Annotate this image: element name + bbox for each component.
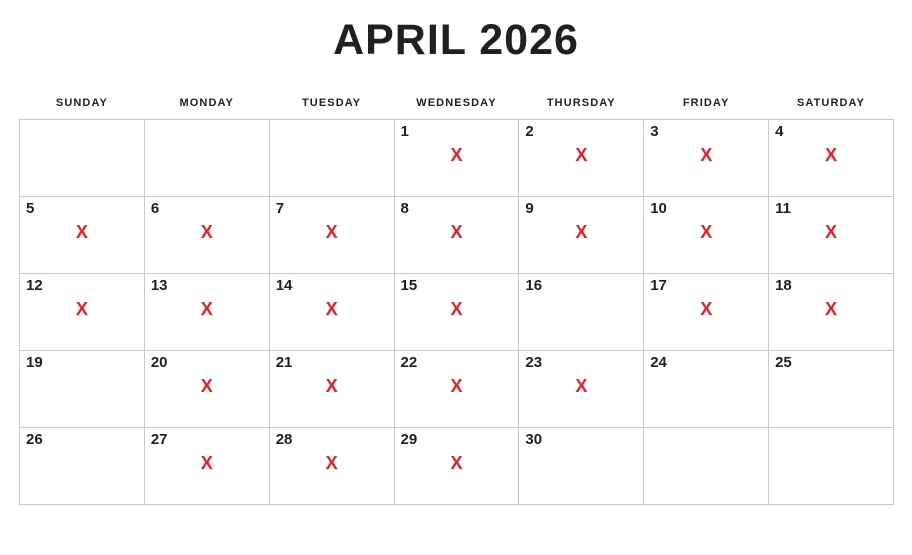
- day-number: 8: [400, 200, 409, 218]
- day-number: 3: [650, 123, 659, 141]
- day-number: 2: [525, 123, 534, 141]
- calendar-day-cell[interactable]: [394, 428, 519, 505]
- calendar-cell-empty: [644, 428, 769, 505]
- calendar-day-cell[interactable]: [20, 274, 145, 351]
- weekday-header-saturday: SATURDAY: [796, 97, 866, 110]
- weekday-header-monday: MONDAY: [179, 97, 234, 110]
- day-marker-x-icon: X: [700, 222, 713, 243]
- day-number: 17: [650, 277, 667, 295]
- calendar-day-cell[interactable]: [769, 351, 894, 428]
- day-number: 25: [775, 354, 792, 372]
- calendar-day-cell[interactable]: [769, 197, 894, 274]
- calendar-day-cell[interactable]: [20, 197, 145, 274]
- page-title: APRIL 2026: [333, 16, 579, 64]
- calendar-day-cell[interactable]: [519, 197, 644, 274]
- calendar-day-cell[interactable]: [394, 197, 519, 274]
- calendar-day-cell[interactable]: [519, 351, 644, 428]
- calendar-cell-empty: [144, 120, 269, 197]
- calendar-body: [20, 120, 894, 505]
- day-number: 6: [150, 200, 160, 218]
- calendar-day-cell[interactable]: [144, 428, 269, 505]
- calendar-page: [0, 16, 912, 555]
- calendar-day-cell[interactable]: [394, 274, 519, 351]
- calendar-day-cell[interactable]: [769, 274, 894, 351]
- calendar-cell-empty: [20, 120, 145, 197]
- day-number: 7: [275, 200, 285, 218]
- weekday-header-friday: FRIDAY: [682, 97, 730, 110]
- day-number: 24: [650, 354, 667, 372]
- day-number: 26: [26, 431, 43, 449]
- day-marker-x-icon: X: [450, 376, 463, 397]
- calendar-week-row: [20, 274, 894, 351]
- day-marker-x-icon: X: [325, 222, 338, 243]
- calendar-cell-empty: [269, 120, 394, 197]
- day-number: 20: [150, 354, 168, 372]
- calendar-table: [19, 97, 894, 505]
- day-number: 15: [400, 277, 418, 295]
- day-number: 10: [650, 200, 667, 218]
- calendar-day-cell[interactable]: [394, 120, 519, 197]
- day-number: 23: [525, 354, 543, 372]
- day-marker-x-icon: X: [575, 145, 588, 166]
- day-number: 19: [26, 354, 43, 372]
- day-number: 30: [525, 431, 543, 449]
- weekday-header-thursday: THURSDAY: [546, 97, 616, 110]
- calendar-day-cell[interactable]: [394, 351, 519, 428]
- day-marker-x-icon: X: [200, 376, 213, 397]
- day-marker-x-icon: X: [75, 299, 88, 320]
- day-marker-x-icon: X: [75, 222, 88, 243]
- day-marker-x-icon: X: [450, 453, 463, 474]
- day-number: 28: [275, 431, 293, 449]
- weekday-header-sunday: SUNDAY: [55, 97, 108, 110]
- calendar-day-cell[interactable]: [269, 351, 394, 428]
- calendar-day-cell[interactable]: [519, 428, 644, 505]
- day-marker-x-icon: X: [200, 222, 213, 243]
- day-marker-x-icon: X: [450, 299, 463, 320]
- calendar-day-cell[interactable]: [144, 197, 269, 274]
- calendar-day-cell[interactable]: [20, 428, 145, 505]
- calendar-day-cell[interactable]: [644, 197, 769, 274]
- day-marker-x-icon: X: [325, 453, 338, 474]
- calendar-day-cell[interactable]: [519, 274, 644, 351]
- day-number: 11: [775, 200, 791, 218]
- day-marker-x-icon: X: [824, 299, 837, 320]
- day-marker-x-icon: X: [700, 145, 713, 166]
- calendar-day-cell[interactable]: [144, 351, 269, 428]
- calendar-day-cell[interactable]: [644, 351, 769, 428]
- calendar-day-cell[interactable]: [269, 428, 394, 505]
- day-marker-x-icon: X: [575, 222, 588, 243]
- calendar-cell-empty: [769, 428, 894, 505]
- day-number: 12: [26, 277, 43, 295]
- calendar-day-cell[interactable]: [769, 120, 894, 197]
- day-number: 13: [150, 277, 168, 295]
- calendar-day-cell[interactable]: [269, 274, 394, 351]
- day-marker-x-icon: X: [200, 299, 213, 320]
- calendar-week-row: [20, 428, 894, 505]
- calendar-day-cell[interactable]: [269, 197, 394, 274]
- day-marker-x-icon: X: [824, 145, 837, 166]
- weekday-header-wednesday: WEDNESDAY: [416, 97, 497, 110]
- day-number: 29: [400, 431, 418, 449]
- calendar-container: [19, 97, 893, 505]
- day-marker-x-icon: X: [450, 222, 463, 243]
- day-number: 16: [525, 277, 543, 295]
- calendar-day-cell[interactable]: [20, 351, 145, 428]
- calendar-day-cell[interactable]: [644, 274, 769, 351]
- day-number: 22: [400, 354, 418, 372]
- calendar-day-cell[interactable]: [144, 274, 269, 351]
- weekday-header-tuesday: TUESDAY: [301, 97, 362, 110]
- day-marker-x-icon: X: [700, 299, 713, 320]
- day-marker-x-icon: X: [200, 453, 213, 474]
- day-marker-x-icon: X: [824, 222, 837, 243]
- day-number: 4: [775, 123, 784, 141]
- day-number: 9: [525, 200, 534, 218]
- day-marker-x-icon: X: [325, 299, 338, 320]
- calendar-header-row: [20, 97, 894, 120]
- day-marker-x-icon: X: [325, 376, 338, 397]
- calendar-week-row: [20, 351, 894, 428]
- calendar-day-cell[interactable]: [519, 120, 644, 197]
- day-marker-x-icon: X: [450, 145, 463, 166]
- day-number: 1: [400, 123, 409, 141]
- day-marker-x-icon: X: [575, 376, 588, 397]
- day-number: 27: [150, 431, 168, 449]
- day-number: 18: [775, 277, 792, 295]
- calendar-week-row: [20, 197, 894, 274]
- day-number: 14: [275, 277, 293, 295]
- calendar-week-row: [20, 120, 894, 197]
- calendar-day-cell[interactable]: [644, 120, 769, 197]
- day-number: 5: [26, 200, 35, 218]
- day-number: 21: [275, 354, 293, 372]
